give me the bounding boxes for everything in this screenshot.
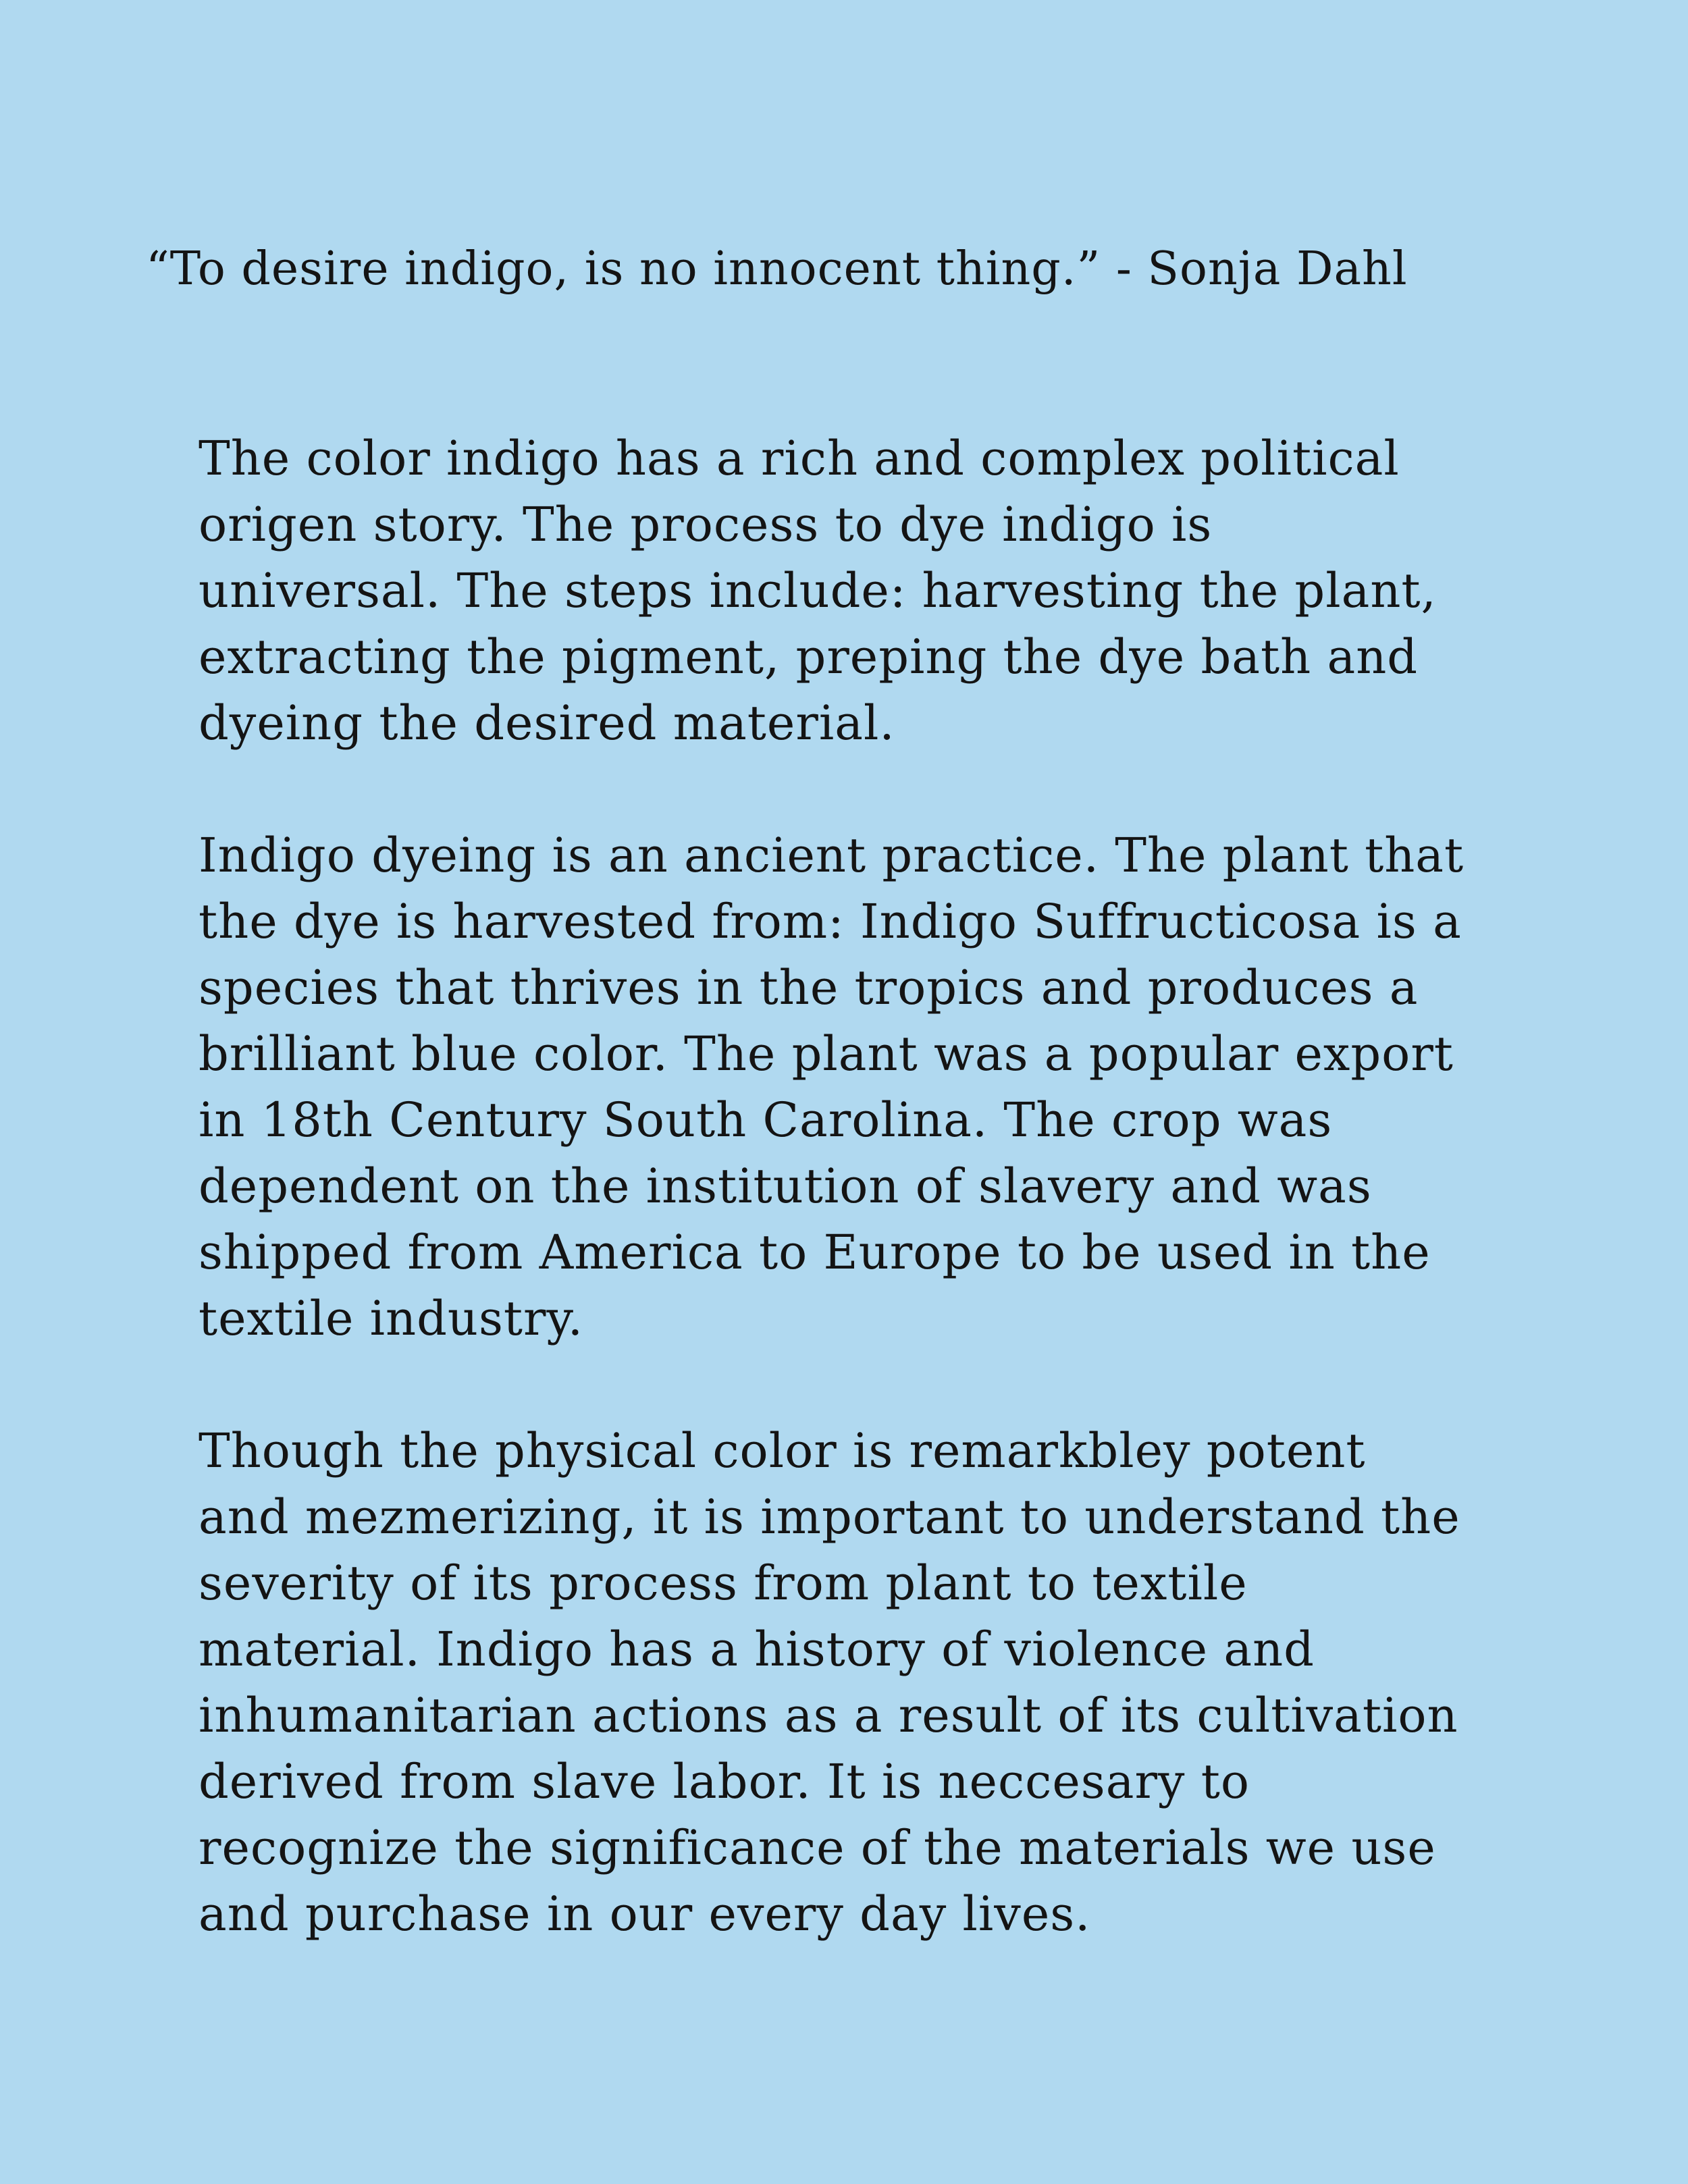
paragraph-line: species that thrives in the tropics and produces a bbox=[199, 960, 1419, 1015]
paragraph-origin bbox=[199, 425, 1556, 756]
paragraph-line: in 18th Century South Carolina. The crop was bbox=[199, 1092, 1333, 1148]
paragraph-line: origen story. The process to dye indigo is bbox=[199, 497, 1213, 552]
paragraph-line: inhumanitarian actions as a result of its cultivation bbox=[199, 1688, 1458, 1743]
paragraph-reflection bbox=[199, 1418, 1556, 1947]
paragraph-line: textile industry. bbox=[199, 1291, 583, 1346]
paragraph-history bbox=[199, 822, 1556, 1352]
paragraph-line: derived from slave labor. It is neccesary to bbox=[199, 1754, 1250, 1809]
paragraph-line: shipped from America to Europe to be used in the bbox=[199, 1225, 1431, 1280]
paragraph-line: Though the physical color is remarkbley potent bbox=[199, 1423, 1366, 1479]
paragraph-line: Indigo dyeing is an ancient practice. The plant that bbox=[199, 828, 1465, 883]
paragraph-line: brilliant blue color. The plant was a popular export bbox=[199, 1026, 1454, 1082]
paragraph-line: dependent on the institution of slavery and was bbox=[199, 1158, 1372, 1214]
paragraph-line: and purchase in our every day lives. bbox=[199, 1886, 1091, 1942]
paragraph-line: extracting the pigment, preping the dye bath and bbox=[199, 629, 1419, 685]
paragraph-line: The color indigo has a rich and complex political bbox=[199, 431, 1400, 486]
paragraph-line: material. Indigo has a history of violence and bbox=[199, 1622, 1315, 1677]
paragraph-line: universal. The steps include: harvesting the plant, bbox=[199, 563, 1437, 618]
body-text bbox=[199, 425, 1556, 2013]
paragraph-line: recognize the significance of the materials we use bbox=[199, 1820, 1436, 1875]
paragraph-line: and mezmerizing, it is important to understand the bbox=[199, 1489, 1460, 1545]
paragraph-line: the dye is harvested from: Indigo Suffructicosa is a bbox=[199, 894, 1462, 949]
paragraph-line: severity of its process from plant to textile bbox=[199, 1555, 1248, 1611]
epigraph-quote: “To desire indigo, is no innocent thing.” - Sonja Dahl bbox=[146, 242, 1408, 296]
paragraph-line: dyeing the desired material. bbox=[199, 695, 895, 751]
